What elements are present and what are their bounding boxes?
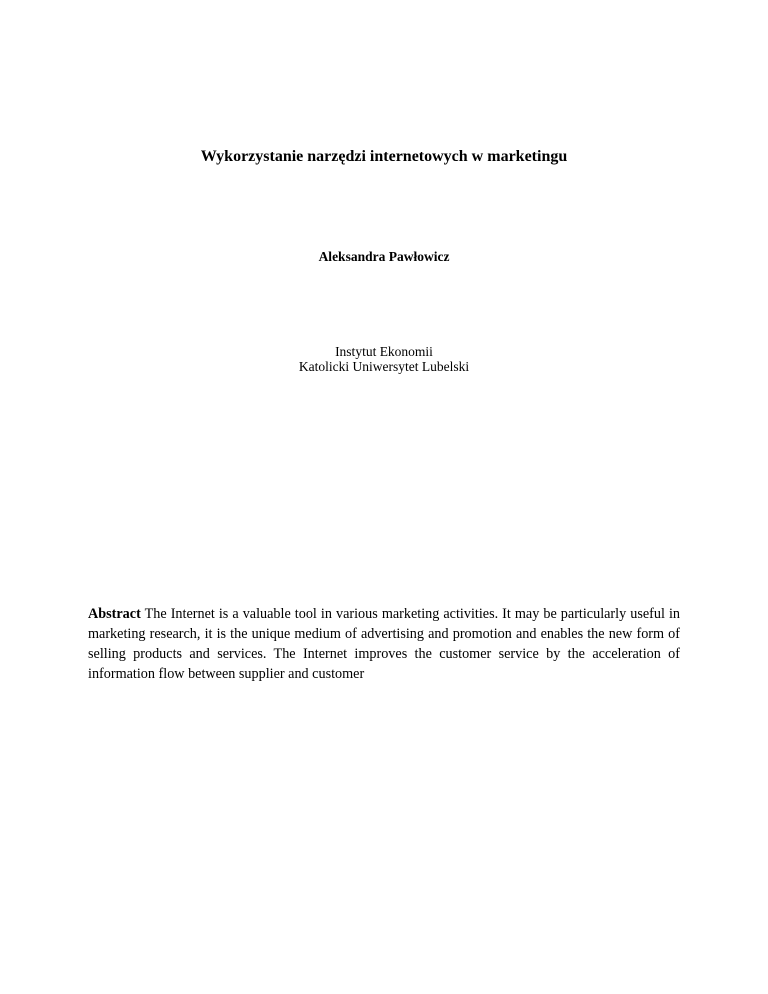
affiliation-block	[0, 344, 768, 374]
university-name: Katolicki Uniwersytet Lubelski	[298, 359, 470, 374]
paper-title: Wykorzystanie narzędzi internetowych w marketingu	[200, 148, 568, 165]
institute-name: Instytut Ekonomii	[335, 344, 433, 359]
abstract-label: Abstract	[88, 606, 141, 622]
author-name: Aleksandra Pawłowicz	[318, 249, 450, 264]
abstract-text: The Internet is a valuable tool in various marketing activities. It may be particularly useful in marketing research, it is the unique medium of advertising and promotion and enables the new form of selling products and services. The Internet improves the customer service by the acceleration of information flow between supplier and customer	[88, 606, 680, 682]
abstract-paragraph	[88, 604, 680, 684]
